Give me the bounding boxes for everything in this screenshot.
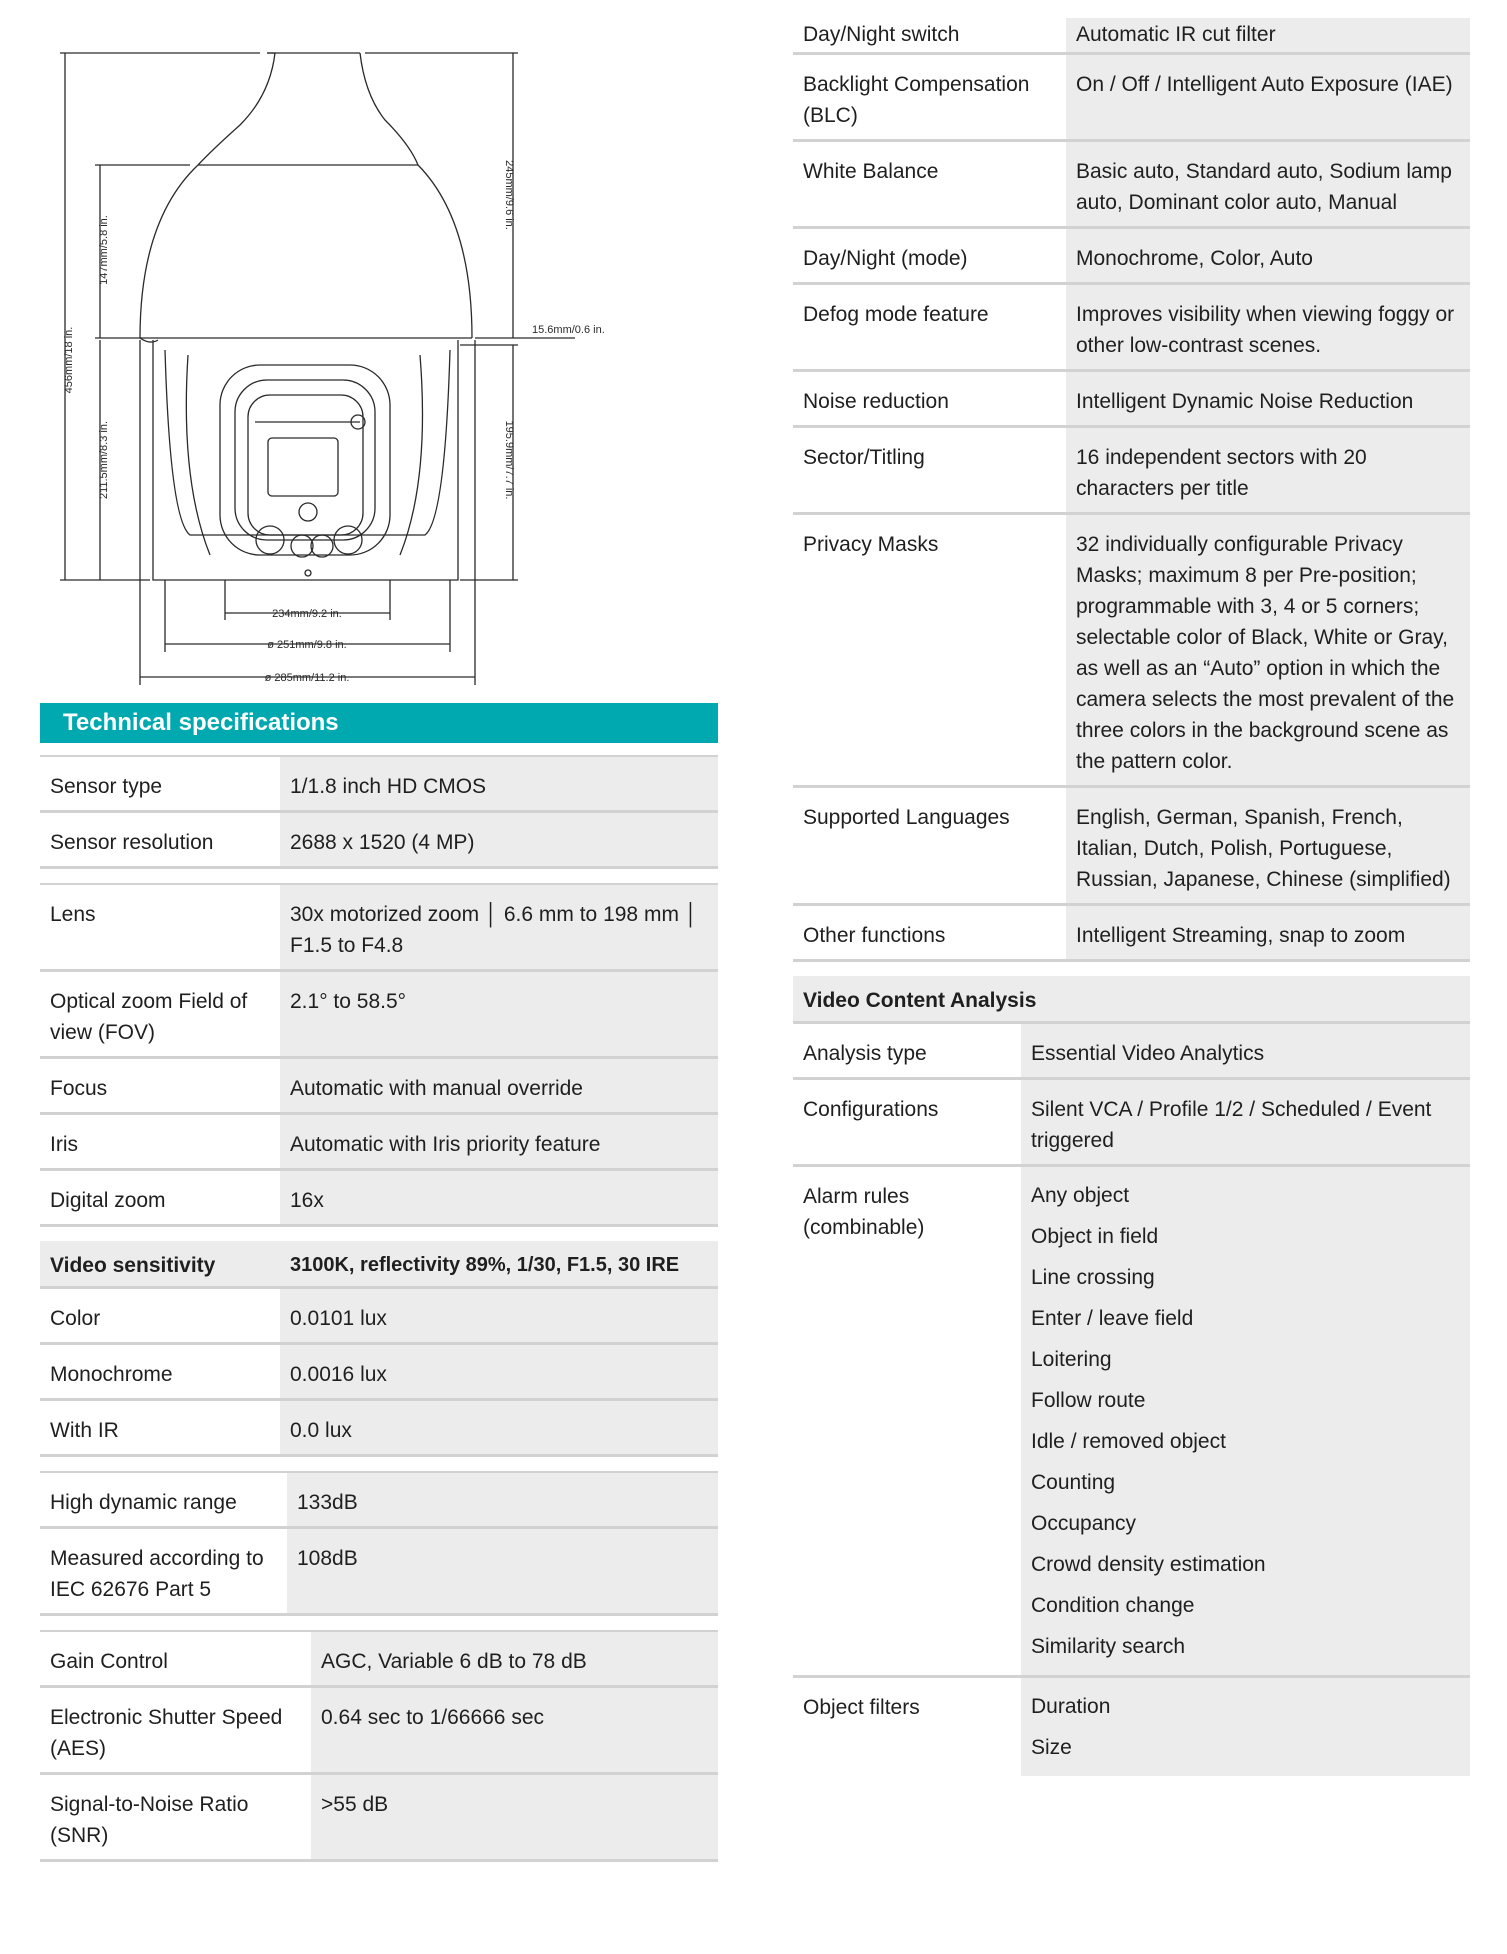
spec-value: AGC, Variable 6 dB to 78 dB <box>311 1631 718 1687</box>
spec-value: 16 independent sectors with 20 characters per title <box>1066 427 1470 514</box>
spec-label: Monochrome <box>40 1344 280 1400</box>
spec-label: Measured according to IEC 62676 Part 5 <box>40 1528 287 1615</box>
spec-label: Object filters <box>803 1696 920 1719</box>
spec-table-sensitivity <box>40 1241 718 1457</box>
spec-table-hdr <box>40 1471 718 1616</box>
table-row <box>40 1114 718 1170</box>
list-item: Line crossing <box>1031 1266 1155 1289</box>
spec-value: Automatic with manual override <box>280 1058 718 1114</box>
table-row <box>40 812 718 868</box>
spec-value: 0.0016 lux <box>280 1344 718 1400</box>
table-row <box>40 1170 718 1226</box>
spec-table-image <box>793 18 1470 962</box>
spec-label: Optical zoom Field of view (FOV) <box>40 971 280 1058</box>
spec-value: 2.1° to 58.5° <box>280 971 718 1058</box>
table-row <box>793 1166 1470 1677</box>
spec-value: Basic auto, Standard auto, Sodium lamp auto, Dominant color auto, Manual <box>1066 141 1470 228</box>
spec-label: Day/Night (mode) <box>793 228 1066 284</box>
spec-table-vca <box>793 976 1470 1776</box>
table-row <box>793 905 1470 961</box>
spec-label: Sensor resolution <box>40 812 280 868</box>
list-item: Follow route <box>1031 1389 1146 1412</box>
spec-label: Lens <box>40 884 280 971</box>
spec-label: Privacy Masks <box>793 514 1066 787</box>
spec-value: 2688 x 1520 (4 MP) <box>280 812 718 868</box>
spec-value: Automatic IR cut filter <box>1066 18 1470 54</box>
spec-value: Intelligent Dynamic Noise Reduction <box>1066 371 1470 427</box>
table-row <box>40 1528 718 1615</box>
spec-value: 133dB <box>287 1472 718 1528</box>
spec-label: With IR <box>40 1400 280 1456</box>
table-row <box>793 1079 1470 1166</box>
table-row <box>40 1344 718 1400</box>
spec-label: Backlight Compensation (BLC) <box>793 54 1066 141</box>
spec-value: 0.0 lux <box>280 1400 718 1456</box>
spec-value: 108dB <box>287 1528 718 1615</box>
table-row <box>40 884 718 971</box>
list-item: Idle / removed object <box>1031 1430 1226 1453</box>
spec-label: White Balance <box>793 141 1066 228</box>
table-row <box>793 787 1470 905</box>
dim-lower-height: 211.5mm/8.3 in. <box>98 420 110 500</box>
table-row <box>40 756 718 812</box>
spec-label: Defog mode feature <box>793 284 1066 371</box>
table-row <box>793 228 1470 284</box>
spec-label: Other functions <box>793 905 1066 961</box>
dim-upper-height: 245mm/9.6 in. <box>503 160 515 230</box>
list-item: Occupancy <box>1031 1512 1137 1535</box>
spec-label: Gain Control <box>40 1631 311 1687</box>
table-header-row <box>793 976 1470 1023</box>
vca-header: Video Content Analysis <box>793 976 1470 1023</box>
left-spec-tables <box>40 755 718 1862</box>
spec-value: English, German, Spanish, French, Italian, Dutch, Polish, Portuguese, Russian, Japanese, Chinese (simplified) <box>1066 787 1470 905</box>
table-row <box>40 1631 718 1687</box>
spec-value: On / Off / Intelligent Auto Exposure (IAE) <box>1066 54 1470 141</box>
spec-value: >55 dB <box>311 1774 718 1861</box>
spec-value: 30x motorized zoom │ 6.6 mm to 198 mm │ F1.5 to F4.8 <box>280 884 718 971</box>
dim-mid-diameter: ø 251mm/9.8 in. <box>267 639 347 651</box>
spec-label: Day/Night switch <box>793 18 1066 54</box>
dim-gap: 15.6mm/0.6 in. <box>532 324 605 336</box>
spec-label: Digital zoom <box>40 1170 280 1226</box>
alarm-rules-list <box>1021 1166 1470 1677</box>
spec-value: Monochrome, Color, Auto <box>1066 228 1470 284</box>
list-item: Crowd density estimation <box>1031 1553 1266 1576</box>
spec-header-label: Video sensitivity <box>40 1241 280 1288</box>
spec-label: Iris <box>40 1114 280 1170</box>
list-item: Condition change <box>1031 1594 1195 1617</box>
right-spec-tables <box>793 18 1470 1776</box>
spec-value: Intelligent Streaming, snap to zoom <box>1066 905 1470 961</box>
dim-outer-diameter: ø 285mm/11.2 in. <box>264 672 350 684</box>
spec-value: Essential Video Analytics <box>1021 1023 1470 1079</box>
spec-label: Alarm rules (combinable) <box>793 1166 1021 1677</box>
table-row <box>40 1288 718 1344</box>
list-item: Similarity search <box>1031 1635 1186 1658</box>
spec-label: Signal-to-Noise Ratio (SNR) <box>40 1774 311 1861</box>
spec-table-lens <box>40 883 718 1227</box>
spec-table-sensor <box>40 755 718 869</box>
table-row <box>793 1023 1470 1079</box>
spec-label: Sensor type <box>40 756 280 812</box>
table-row <box>40 1472 718 1528</box>
table-header-row <box>40 1241 718 1288</box>
spec-value: Improves visibility when viewing foggy or other low-contrast scenes. <box>1066 284 1470 371</box>
table-row <box>40 971 718 1058</box>
table-row <box>40 1774 718 1861</box>
spec-value: 1/1.8 inch HD CMOS <box>280 756 718 812</box>
list-item: Loitering <box>1031 1348 1112 1371</box>
spec-label: Configurations <box>793 1079 1021 1166</box>
table-row <box>40 1687 718 1774</box>
spec-value: Silent VCA / Profile 1/2 / Scheduled / Event triggered <box>1021 1079 1470 1166</box>
spec-table-exposure <box>40 1630 718 1862</box>
list-item: Any object <box>1031 1184 1130 1207</box>
spec-label: Electronic Shutter Speed (AES) <box>40 1687 311 1774</box>
spec-header-value: 3100K, reflectivity 89%, 1/30, F1.5, 30 IRE <box>280 1241 718 1288</box>
spec-value: 16x <box>280 1170 718 1226</box>
list-item: Object in field <box>1031 1225 1159 1248</box>
spec-label: Color <box>40 1288 280 1344</box>
list-item: Duration <box>1031 1695 1111 1718</box>
table-row-cut <box>793 18 1470 54</box>
table-row <box>793 1677 1470 1777</box>
list-item: Size <box>1031 1736 1072 1759</box>
dim-housing-height: 195.9mm/7.7 in. <box>503 420 515 500</box>
spec-value: Automatic with Iris priority feature <box>280 1114 718 1170</box>
dim-inner-width: 234mm/9.2 in. <box>272 608 342 620</box>
spec-label: Supported Languages <box>793 787 1066 905</box>
camera-dimension-diagram <box>40 40 640 690</box>
spec-label: Sector/Titling <box>793 427 1066 514</box>
table-row <box>40 1400 718 1456</box>
object-filters-list <box>1021 1677 1470 1777</box>
table-row <box>793 284 1470 371</box>
table-row <box>793 141 1470 228</box>
spec-value: 0.0101 lux <box>280 1288 718 1344</box>
spec-value: 32 individually configurable Privacy Masks; maximum 8 per Pre-position; programmable with 3, 4 or 5 corners; selectable color of Black, White or Gray, as well as an “Auto” option in which the camera selects the most prevalent of the three colors in the background scene as the pattern color. <box>1066 514 1470 787</box>
table-row <box>40 1058 718 1114</box>
table-row <box>793 427 1470 514</box>
dim-dome-height: 147mm/5.8 in. <box>98 215 110 285</box>
section-title: Technical specifications <box>40 703 718 743</box>
spec-label: High dynamic range <box>40 1472 287 1528</box>
spec-value: 0.64 sec to 1/66666 sec <box>311 1687 718 1774</box>
table-row <box>793 54 1470 141</box>
dim-total-height: 456mm/18 in. <box>63 326 75 394</box>
list-item: Enter / leave field <box>1031 1307 1194 1330</box>
spec-label: Analysis type <box>793 1023 1021 1079</box>
list-item: Counting <box>1031 1471 1116 1494</box>
spec-label: Noise reduction <box>793 371 1066 427</box>
table-row <box>793 371 1470 427</box>
spec-label: Focus <box>40 1058 280 1114</box>
table-row <box>793 514 1470 787</box>
